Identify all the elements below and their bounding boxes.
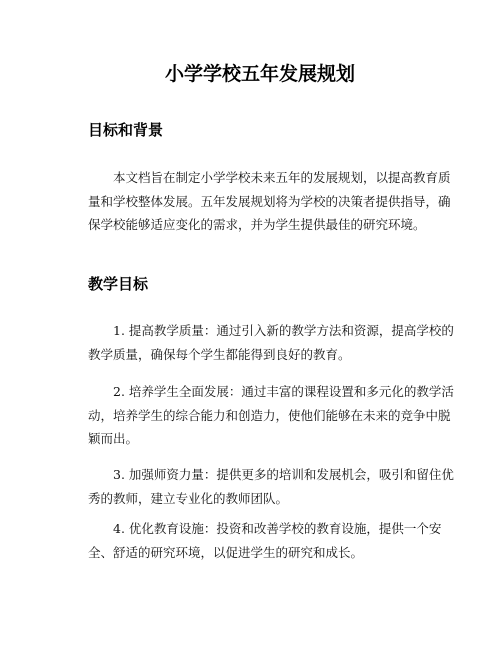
list-item: 1. 提高教学质量：通过引入新的教学方法和资源，提高学校的教学质量，确保每个学生都能得到良好的教育。	[88, 323, 454, 362]
list-item: 2. 培养学生全面发展：通过丰富的课程设置和多元化的教学活动，培养学生的综合能力和创造力，使他们能够在未来的竞争中脱颖而出。	[88, 384, 454, 446]
list-item: 3. 加强师资力量：提供更多的培训和发展机会，吸引和留住优秀的教师，建立专业化的教师团队。	[88, 467, 454, 506]
intro-paragraph: 本文档旨在制定小学学校未来五年的发展规划，以提高教育质量和学校整体发展。五年发展规划将为学校的决策者提供指导，确保学校能够适应变化的需求，并为学生提供最佳的研究环境。	[88, 170, 451, 232]
section-heading-teaching-goals: 教学目标	[88, 275, 149, 293]
section-heading-goals-background: 目标和背景	[88, 121, 164, 139]
document-title: 小学学校五年发展规划	[164, 63, 355, 85]
list-item: 4. 优化教育设施：投资和改善学校的教育设施，提供一个安全、舒适的研究环境，以促进学生的研究和成长。	[88, 521, 442, 560]
